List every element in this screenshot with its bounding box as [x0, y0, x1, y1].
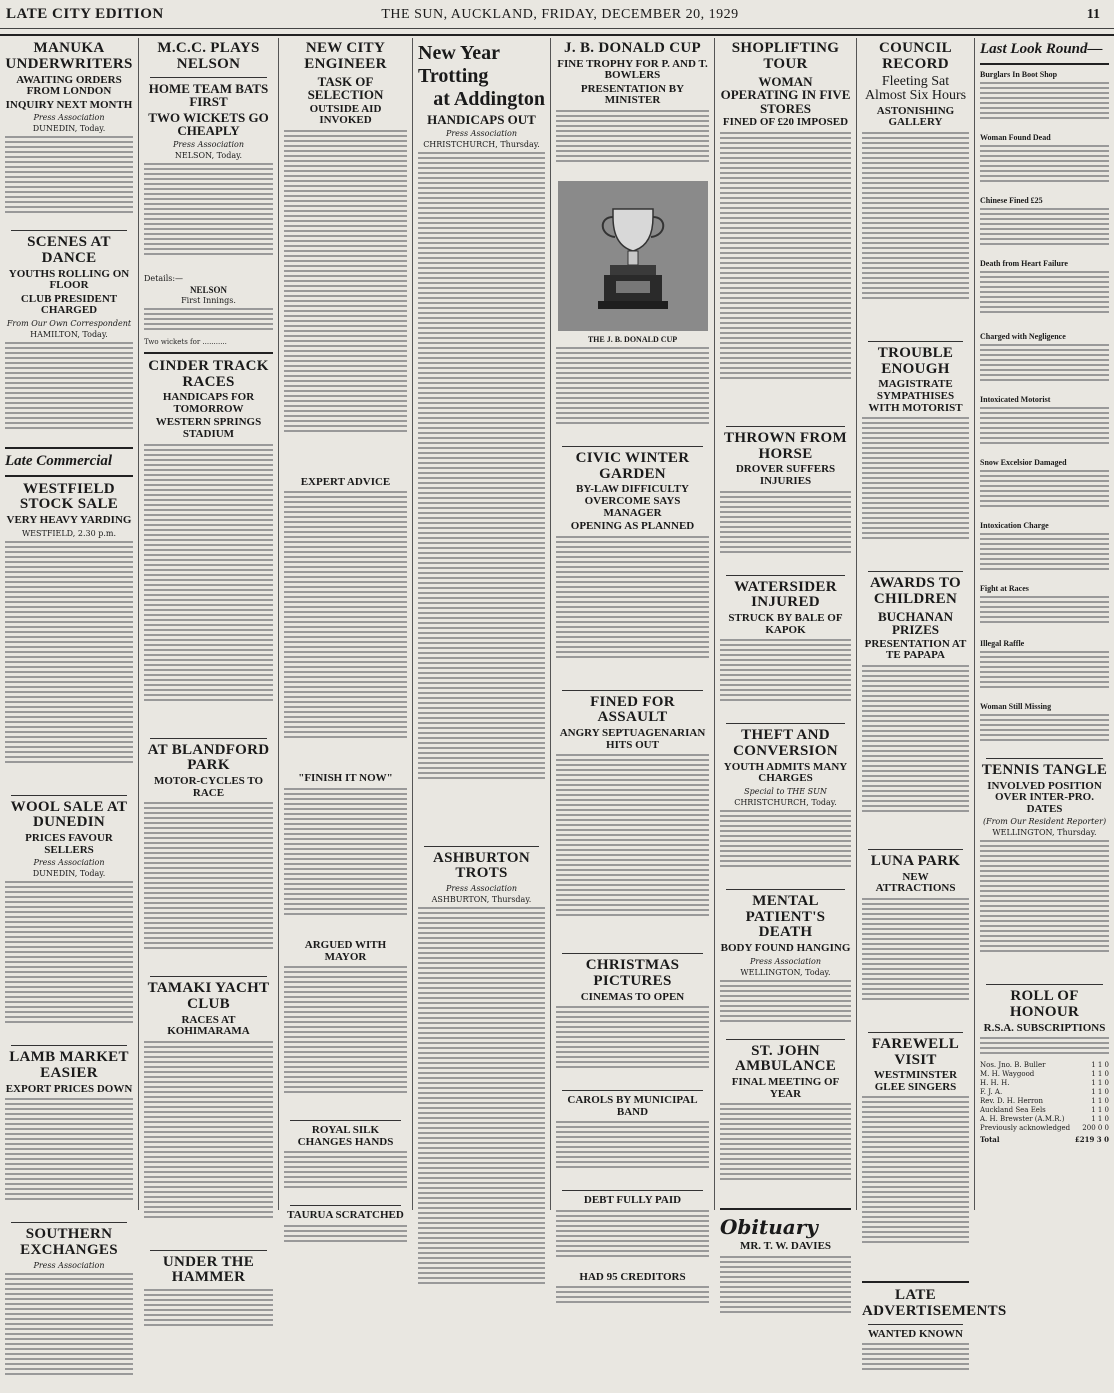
- headline-yacht: TAMAKI YACHT CLUB: [147, 980, 270, 1012]
- headline-luna: LUNA PARK: [870, 852, 961, 869]
- subscription-amount: 1 1 0: [1091, 1070, 1109, 1079]
- headline-obituary: Obituary: [720, 1215, 818, 1240]
- subscription-amount: 1 1 0: [1091, 1115, 1109, 1124]
- headline-cinder: CINDER TRACK RACES: [148, 357, 269, 390]
- brief-body: [980, 714, 1109, 754]
- subhead-wanted: WANTED KNOWN: [867, 1327, 964, 1340]
- dateline-place: ASHBURTON, Thursday.: [431, 895, 532, 905]
- dateline-place: NELSON, Today.: [174, 151, 243, 161]
- trophy-photo: [558, 181, 708, 331]
- headline-manuka: MANUKA UNDERWRITERS: [5, 40, 133, 72]
- masthead-rule: [0, 28, 1114, 29]
- brief-body: [980, 651, 1109, 699]
- subhead-wool: PRICES FAVOUR SELLERS: [25, 832, 113, 856]
- brief-body: [980, 533, 1109, 581]
- subscription-amount: 200 0 0: [1082, 1124, 1109, 1133]
- subhead-tennis: INVOLVED POSITION OVER INTER-PRO. DATES: [987, 779, 1102, 815]
- subhead-cinder-2: WESTERN SPRINGS STADIUM: [155, 416, 262, 440]
- headline-royal-silk: ROYAL SILK CHANGES HANDS: [297, 1124, 394, 1148]
- dateline-place: HAMILTON, Today.: [30, 329, 108, 339]
- brief-heading: Charged with Negligence: [980, 331, 1066, 341]
- dateline-place: WELLINGTON, Thursday.: [992, 828, 1097, 838]
- subhead-westfield: VERY HEAVY YARDING: [6, 514, 132, 527]
- headline-council: COUNCIL RECORD: [879, 40, 952, 72]
- scoreboard-innings: First Innings.: [181, 296, 236, 306]
- brief-heading: Woman Still Missing: [980, 701, 1052, 711]
- brief-heading: Illegal Raffle: [980, 638, 1025, 648]
- article-body: [556, 1286, 709, 1316]
- subhead-finish: "FINISH IT NOW": [298, 772, 393, 785]
- headline-ambulance: ST. JOHN AMBULANCE: [734, 1042, 837, 1075]
- subhead-shoplifting-2: FINED OF £20 IMPOSED: [722, 116, 849, 129]
- subhead-theft: YOUTH ADMITS MANY CHARGES: [723, 760, 848, 785]
- subscription-row: [980, 1106, 1109, 1115]
- article-body: [5, 541, 133, 791]
- dateline-place: WESTFIELD, 2.30 p.m.: [21, 528, 117, 538]
- article-body: [556, 754, 709, 949]
- article-body: [862, 417, 969, 567]
- article-body: [556, 1210, 709, 1270]
- subhead-horse: DROVER SUFFERS INJURIES: [735, 463, 836, 488]
- subscriber-name: Previously acknowledged: [980, 1124, 1071, 1133]
- subscriber-name: Auckland Sea Eels: [980, 1106, 1046, 1115]
- article-body: [556, 347, 709, 442]
- subhead-manuka: AWAITING ORDERS FROM LONDON: [16, 73, 122, 98]
- byline: Special to THE SUN: [744, 786, 827, 796]
- brief-body: [980, 407, 1109, 455]
- headline-fined: FINED FOR ASSAULT: [590, 693, 675, 726]
- headline-mcc: M.C.C. PLAYS NELSON: [157, 40, 260, 72]
- subhead-mcc: HOME TEAM BATS FIRST: [148, 80, 269, 110]
- article-body: [556, 1006, 709, 1086]
- article-body: [284, 1225, 407, 1255]
- article-body: [720, 1256, 851, 1336]
- scoreboard: [144, 308, 273, 338]
- subscription-list: [980, 1061, 1109, 1133]
- brief-heading: Death from Heart Failure: [980, 258, 1068, 268]
- subscription-amount: 1 1 0: [1091, 1079, 1109, 1088]
- subhead-donald-2: PRESENTATION BY MINISTER: [580, 82, 685, 107]
- column-6: [714, 38, 856, 1253]
- subhead-mcc-2: TWO WICKETS GO CHEAPLY: [148, 109, 269, 139]
- article-body: [5, 136, 133, 226]
- brief-body: [980, 208, 1109, 256]
- article-body: [144, 163, 273, 273]
- article-body: [5, 1098, 133, 1218]
- article-body: [144, 1289, 273, 1339]
- article-body: [144, 444, 273, 734]
- subhead-engineer: TASK OF SELECTION: [307, 73, 384, 103]
- total-label: Total: [980, 1135, 1000, 1145]
- article-body: [556, 110, 709, 175]
- headline-civic: CIVIC WINTER GARDEN: [575, 449, 690, 482]
- brief-body: [980, 470, 1109, 518]
- brief-heading: Burglars In Boot Shop: [980, 69, 1058, 79]
- subhead-pictures: CINEMAS TO OPEN: [580, 990, 685, 1003]
- subhead-ambulance: FINAL MEETING OF YEAR: [731, 1076, 840, 1100]
- article-body: [5, 881, 133, 1041]
- headline-theft: THEFT AND CONVERSION: [733, 727, 838, 759]
- scoreboard-total: Two wickets for ...........: [144, 338, 227, 347]
- headline-last-look: Last Look Round—: [980, 41, 1103, 57]
- dateline: THE SUN, AUCKLAND, FRIDAY, DECEMBER 20, 1929: [381, 7, 739, 22]
- masthead: [0, 0, 1114, 36]
- article-body: [144, 802, 273, 972]
- headline-lamb: LAMB MARKET EASIER: [9, 1049, 129, 1081]
- section-late-commercial: Late Commercial: [5, 452, 113, 469]
- headline-farewell: FAREWELL VISIT: [871, 1035, 960, 1068]
- dateline-place: DUNEDIN, Today.: [32, 124, 106, 134]
- subhead-yacht: RACES AT KOHIMARAMA: [167, 1013, 250, 1038]
- column-2: [138, 38, 278, 1286]
- article-body: [284, 130, 407, 475]
- headline-tennis: TENNIS TANGLE: [981, 761, 1108, 778]
- headline-trotting: New Year Trotting: [418, 42, 500, 87]
- subhead-luna: NEW ATTRACTIONS: [875, 870, 956, 895]
- byline: (From Our Resident Reporter): [982, 817, 1107, 827]
- headline-taurua: TAURUA SCRATCHED: [287, 1209, 404, 1222]
- subhead-awards: BUCHANAN PRIZES: [877, 608, 954, 638]
- headline-engineer: NEW CITY ENGINEER: [304, 40, 387, 72]
- headline-southern: SOUTHERN EXCHANGES: [20, 1226, 118, 1259]
- headline-hammer: UNDER THE HAMMER: [162, 1253, 255, 1286]
- subscription-row: [980, 1097, 1109, 1106]
- brief-body: [980, 596, 1109, 636]
- article-body: [980, 840, 1109, 980]
- subhead-civic: BY-LAW DIFFICULTY OVERCOME SAYS MANAGER: [576, 483, 689, 519]
- subhead-rsa: R.S.A. SUBSCRIPTIONS: [983, 1021, 1106, 1034]
- total-amount: £219 3 0: [1074, 1135, 1109, 1145]
- headline-trouble: TROUBLE ENOUGH: [877, 344, 954, 377]
- subscription-amount: 1 1 0: [1091, 1097, 1109, 1106]
- brief-heading: Woman Found Dead: [980, 132, 1051, 142]
- subhead-glee: WESTMINSTER GLEE SINGERS: [873, 1069, 958, 1093]
- byline: Press Association: [749, 956, 822, 966]
- edition-label: LATE CITY EDITION: [6, 6, 164, 22]
- headline-carols: CAROLS BY MUNICIPAL BAND: [567, 1094, 698, 1118]
- article-body: [720, 132, 851, 422]
- byline: Press Association: [172, 140, 245, 150]
- subhead-lamb: EXPORT PRICES DOWN: [5, 1082, 133, 1095]
- subscription-row: [980, 1124, 1109, 1133]
- dateline-place: DUNEDIN, Today.: [32, 869, 106, 879]
- subscriber-name: M. H. Waygood: [980, 1070, 1035, 1079]
- subhead-mental: BODY FOUND HANGING: [720, 942, 851, 954]
- subhead-dance: YOUTHS ROLLING ON FLOOR: [8, 267, 130, 292]
- subhead-fined: ANGRY SEPTUAGENARIAN HITS OUT: [559, 727, 706, 751]
- subhead-civic-2: OPENING AS PLANNED: [570, 520, 695, 533]
- subhead-handicaps: HANDICAPS OUT: [427, 112, 536, 127]
- subscription-row: [980, 1088, 1109, 1097]
- headline-donald-cup: J. B. DONALD CUP: [564, 40, 701, 56]
- byline: Press Association: [33, 1260, 105, 1270]
- subhead-trouble: MAGISTRATE SYMPATHISES WITH MOTORIST: [868, 378, 963, 414]
- headline-creditors: HAD 95 CREDITORS: [579, 1270, 686, 1283]
- column-5: [550, 38, 714, 1283]
- article-body: [720, 491, 851, 571]
- article-body: [284, 966, 407, 1116]
- subscription-total: [980, 1135, 1109, 1144]
- brief-heading: Chinese Fined £25: [980, 195, 1043, 205]
- byline: Press Association: [33, 858, 105, 868]
- headline-awards: AWARDS TO CHILDREN: [870, 575, 961, 607]
- article-body: [720, 980, 851, 1035]
- subhead-obituary: MR. T. W. DAVIES: [739, 1240, 832, 1253]
- subscription-row: [980, 1115, 1109, 1124]
- article-body: [556, 1121, 709, 1186]
- article-body: [5, 1273, 133, 1393]
- article-body: [980, 1037, 1109, 1061]
- subscription-row: [980, 1079, 1109, 1088]
- headline-wool: WOOL SALE AT DUNEDIN: [10, 798, 128, 831]
- subhead-dance-2: CLUB PRESIDENT CHARGED: [20, 292, 118, 317]
- article-body: [144, 1041, 273, 1246]
- article-body: [862, 1096, 969, 1276]
- headline-blandford: AT BLANDFORD PARK: [147, 741, 270, 774]
- byline: Press Association: [33, 113, 105, 123]
- subhead-manuka-2: INQUIRY NEXT MONTH: [5, 98, 133, 111]
- headline-shoplifting: SHOPLIFTING TOUR: [731, 40, 840, 72]
- subhead-blandford: MOTOR-CYCLES TO RACE: [153, 775, 264, 799]
- subhead-waterside: STRUCK BY BALE OF KAPOK: [728, 612, 843, 636]
- article-body: [284, 491, 407, 771]
- handicap-lists: [418, 152, 545, 842]
- column-1: [0, 38, 138, 1270]
- subscription-row: [980, 1070, 1109, 1079]
- subscriber-name: Nos. Jno. B. Buller: [980, 1061, 1046, 1070]
- scoreboard-team: NELSON: [189, 285, 227, 296]
- subhead-awards-2: PRESENTATION AT TE PAPAPA: [864, 637, 967, 662]
- advertisement-body: [862, 1343, 969, 1383]
- subscriber-name: H. H. H.: [980, 1079, 1010, 1088]
- article-body: [862, 898, 969, 1028]
- byline: Press Association: [445, 884, 518, 894]
- headline-dance: SCENES AT DANCE: [27, 234, 111, 266]
- headline-roll-of-honour: ROLL OF HONOUR: [1009, 988, 1080, 1020]
- dateline-place: CHRISTCHURCH, Thursday.: [423, 139, 540, 149]
- subhead-council-2: ASTONISHING GALLERY: [876, 104, 955, 129]
- details-label: Details:—: [144, 274, 184, 284]
- trophy-cup-icon: [558, 181, 708, 331]
- brief-body: [980, 344, 1109, 392]
- article-body: [862, 665, 969, 845]
- subscriber-name: A. H. Brewster (A.M.R.): [980, 1115, 1065, 1124]
- subhead-engineer-2: OUTSIDE AID INVOKED: [309, 102, 382, 127]
- page-number: 11: [1086, 7, 1100, 22]
- headline-ashburton: ASHBURTON TROTS: [433, 849, 530, 882]
- dateline-place: WELLINGTON, Today.: [740, 967, 831, 977]
- subscription-amount: 1 1 0: [1091, 1088, 1109, 1097]
- article-body: [862, 132, 969, 337]
- brief-body: [980, 145, 1109, 193]
- subscription-amount: 1 1 0: [1091, 1106, 1109, 1115]
- subhead-expert: EXPERT ADVICE: [300, 475, 391, 488]
- subscription-amount: 1 1 0: [1091, 1061, 1109, 1070]
- article-body: [5, 342, 133, 442]
- article-body: [284, 1151, 407, 1201]
- column-4: [412, 38, 550, 1210]
- byline: Press Association: [445, 128, 518, 138]
- headline-mental: MENTAL PATIENT'S DEATH: [745, 892, 826, 941]
- headline-westfield: WESTFIELD STOCK SALE: [19, 480, 119, 513]
- dateline-place: CHRISTCHURCH, Today.: [734, 797, 837, 807]
- subscriber-name: Rev. D. H. Herron: [980, 1097, 1044, 1106]
- brief-body: [980, 82, 1109, 130]
- subhead-shoplifting: WOMAN OPERATING IN FIVE STORES: [720, 73, 851, 116]
- column-8: [974, 38, 1114, 1210]
- handicap-lists: [418, 907, 545, 1287]
- byline: From Our Own Correspondent: [6, 318, 132, 328]
- headline-horse: THROWN FROM HORSE: [724, 429, 847, 462]
- subhead-argued: ARGUED WITH MAYOR: [304, 938, 387, 963]
- brief-heading: Snow Excelsior Damaged: [980, 457, 1067, 467]
- headline-debt: DEBT FULLY PAID: [583, 1194, 682, 1207]
- subscriber-name: F. J. A.: [980, 1088, 1003, 1097]
- trophy-caption: THE J. B. DONALD CUP: [587, 334, 678, 344]
- headline-pictures: CHRISTMAS PICTURES: [585, 957, 680, 989]
- article-body: [720, 810, 851, 885]
- column-3: [278, 38, 412, 1222]
- article-body: [284, 788, 407, 938]
- subhead-cinder: HANDICAPS FOR TOMORROW: [162, 391, 255, 415]
- brief-body: [980, 271, 1109, 329]
- brief-heading: Intoxication Charge: [980, 520, 1049, 530]
- subhead-council: Fleeting Sat Almost Six Hours: [864, 73, 967, 104]
- brief-heading: Fight at Races: [980, 583, 1029, 593]
- article-body: [720, 1103, 851, 1203]
- headline-waterside: WATERSIDER INJURED: [734, 578, 837, 611]
- subscription-row: [980, 1061, 1109, 1070]
- article-body: [720, 639, 851, 719]
- subhead-donald: FINE TROPHY FOR P. AND T. BOWLERS: [557, 57, 708, 82]
- headline-late-ads: LATE ADVERTISEMENTS: [862, 1287, 1007, 1320]
- article-body: [556, 536, 709, 686]
- headline-trotting-2: at Addington: [433, 88, 545, 110]
- brief-heading: Intoxicated Motorist: [980, 394, 1051, 404]
